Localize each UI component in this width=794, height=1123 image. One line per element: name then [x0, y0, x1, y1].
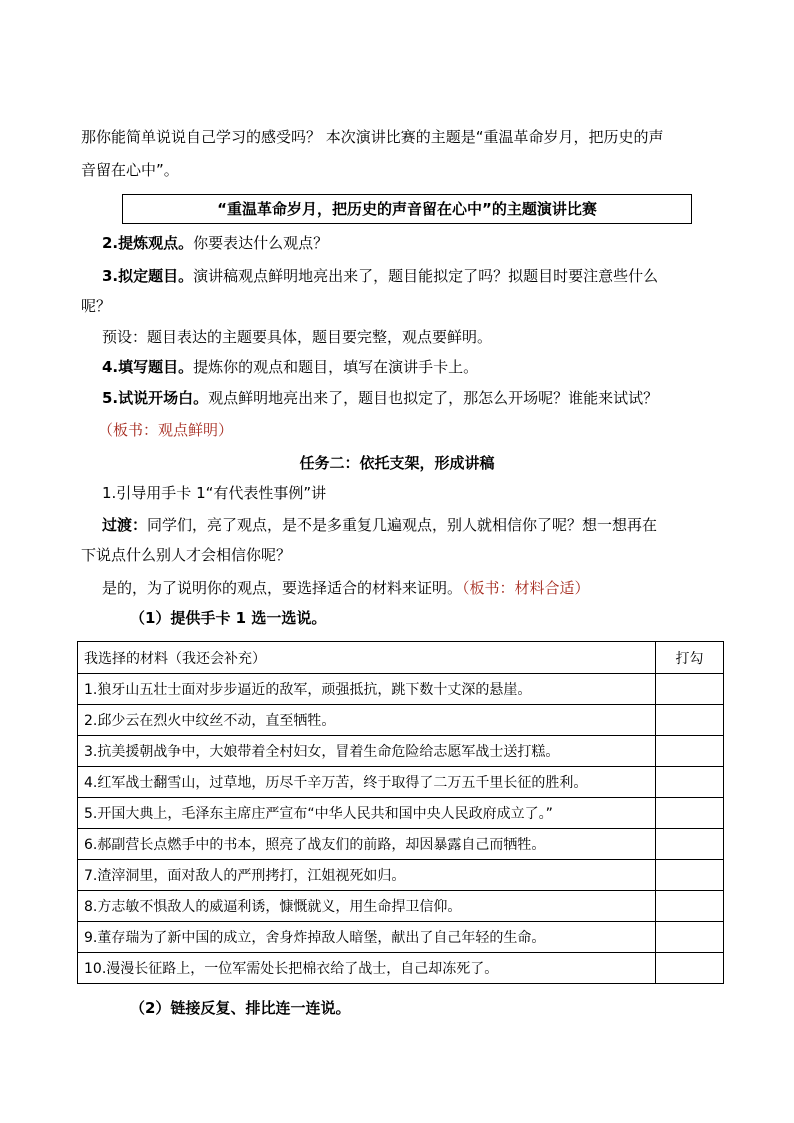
transition — [102, 515, 657, 535]
step-2 — [102, 233, 328, 253]
table-row — [78, 829, 724, 860]
table-row — [78, 736, 724, 767]
material-cell: 7.渣滓洞里，面对敌人的严刑拷打，江姐视死如归。 — [78, 860, 656, 891]
check-cell[interactable] — [656, 674, 724, 705]
step-3 — [102, 266, 658, 286]
table-row — [78, 860, 724, 891]
guide-1: 1.引导用手卡 1“有代表性事例”讲 — [102, 484, 327, 502]
transition-text: 同学们，亮了观点，是不是多重复几遍观点，别人就相信你了呢？想一想再在 — [147, 516, 658, 534]
material-cell: 1.狼牙山五壮士面对步步逼近的敌军，顽强抵抗，跳下数十丈深的悬崖。 — [78, 674, 656, 705]
sub-step-1: （1）提供手卡 1 选一选说。 — [130, 609, 327, 627]
material-cell: 9.董存瑞为了新中国的成立，舍身炸掉敌人暗堡，献出了自己年轻的生命。 — [78, 922, 656, 953]
step-5-text: 观点鲜明地亮出来了，题目也拟定了，那怎么开场呢？谁能来试试？ — [208, 389, 659, 407]
check-cell[interactable] — [656, 829, 724, 860]
check-cell[interactable] — [656, 860, 724, 891]
table-row — [78, 674, 724, 705]
table-header-row — [78, 642, 724, 674]
table-row — [78, 705, 724, 736]
material-text: 是的，为了说明你的观点，要选择适合的材料来证明。 — [102, 579, 463, 597]
transition-continuation: 下说点什么别人才会相信你呢？ — [81, 546, 292, 564]
check-cell[interactable] — [656, 705, 724, 736]
step-3-label: 3.拟定题目。 — [102, 267, 194, 285]
material-choice-table — [77, 641, 724, 984]
material-cell: 2.邱少云在烈火中纹丝不动，直至牺牲。 — [78, 705, 656, 736]
table-row — [78, 798, 724, 829]
material-cell: 5.开国大典上，毛泽东主席庄严宣布“中华人民共和国中央人民政府成立了。” — [78, 798, 656, 829]
table-row — [78, 922, 724, 953]
table-row — [78, 767, 724, 798]
material-cell: 10.漫漫长征路上，一位军需处长把棉衣给了战士，自己却冻死了。 — [78, 953, 656, 984]
step-3-text: 演讲稿观点鲜明地亮出来了，题目能拟定了吗？拟题目时要注意些什么 — [193, 267, 659, 285]
step-2-label: 2.提炼观点。 — [102, 234, 194, 252]
material-cell: 4.红军战士翻雪山，过草地，历尽千辛万苦，终于取得了二万五千里长征的胜利。 — [78, 767, 656, 798]
step-4 — [102, 357, 478, 377]
check-cell[interactable] — [656, 922, 724, 953]
preset-text: 预设：题目表达的主题要具体，题目要完整，观点要鲜明。 — [102, 328, 493, 346]
transition-label: 过渡： — [102, 516, 148, 534]
step-4-label: 4.填写题目。 — [102, 358, 194, 376]
material-cell: 8.方志敏不惧敌人的威逼利诱，慷慨就义，用生命捍卫信仰。 — [78, 891, 656, 922]
table-row — [78, 953, 724, 984]
step-5-label: 5.试说开场白。 — [102, 389, 209, 407]
step-3-continuation: 呢？ — [81, 297, 112, 315]
check-cell[interactable] — [656, 891, 724, 922]
step-4-text: 提炼你的观点和题目，填写在演讲手卡上。 — [193, 358, 479, 376]
check-cell[interactable] — [656, 798, 724, 829]
header-material: 我选择的材料（我还会补充） — [78, 642, 656, 674]
step-5 — [102, 388, 658, 408]
task-2-heading: 任务二：依托支架，形成讲稿 — [299, 454, 495, 472]
material-line — [102, 578, 590, 598]
check-cell[interactable] — [656, 767, 724, 798]
material-cell: 3.抗美援朝战争中，大娘带着全村妇女，冒着生命危险给志愿军战士送打糕。 — [78, 736, 656, 767]
board-note-viewpoint: （板书：观点鲜明） — [98, 421, 234, 439]
theme-title-box: “重温革命岁月，把历史的声音留在心中”的主题演讲比赛 — [122, 194, 692, 224]
table-row — [78, 891, 724, 922]
material-cell: 6.郝副营长点燃手中的书本，照亮了战友们的前路，却因暴露自己而牺牲。 — [78, 829, 656, 860]
check-cell[interactable] — [656, 953, 724, 984]
step-2-text: 你要表达什么观点？ — [193, 234, 329, 252]
check-cell[interactable] — [656, 736, 724, 767]
board-note-material: （板书：材料合适） — [462, 579, 590, 597]
intro-line-2: 音留在心中”。 — [81, 161, 179, 179]
header-check: 打勾 — [656, 642, 724, 674]
intro-line-1: 那你能简单说说自己学习的感受吗？ 本次演讲比赛的主题是“重温革命岁月，把历史的声 — [81, 128, 664, 146]
sub-step-2: （2）链接反复、排比连一连说。 — [130, 999, 351, 1017]
